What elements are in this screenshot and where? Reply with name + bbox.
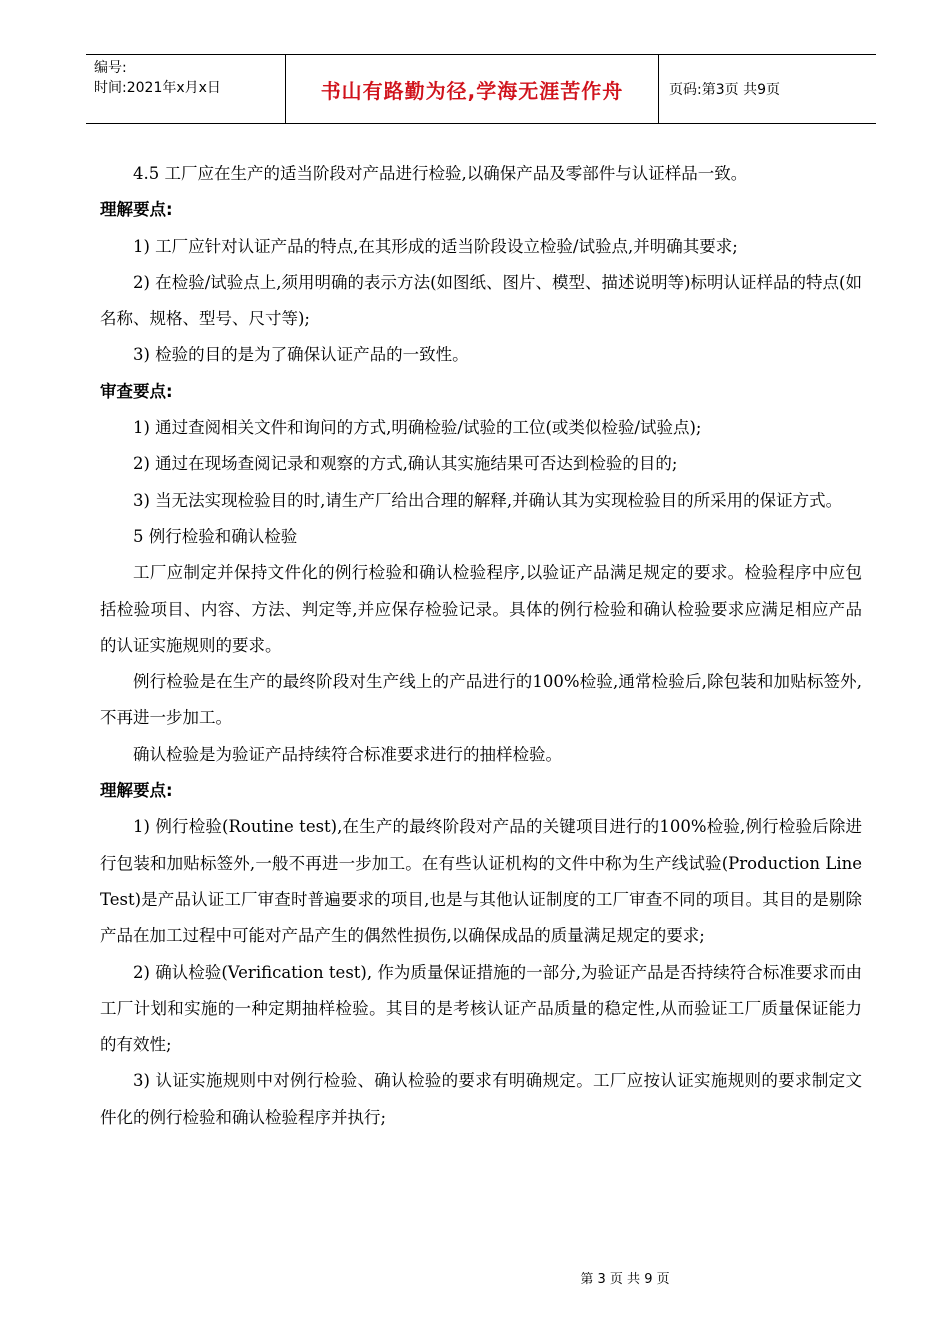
document-number-label: 编号: bbox=[94, 60, 127, 76]
paragraph: 3) 检验的目的是为了确保认证产品的一致性。 bbox=[133, 345, 469, 365]
paragraph: 3) 认证实施规则中对例行检验、确认检验的要求有明确规定。工厂应按认证实施规则的要求制定文件化的例行检验和确认检验程序并执行; bbox=[100, 1071, 862, 1127]
document-time-label: 时间:2021年x月x日 bbox=[94, 80, 221, 96]
header-page-info: 页码:第3页 共9页 bbox=[669, 82, 780, 98]
paragraph: 工厂应制定并保持文件化的例行检验和确认检验程序,以验证产品满足规定的要求。检验程序中应包括检验项目、内容、方法、判定等,并应保存检验记录。具体的例行检验和确认检验要求应满足相应产品的认证实施规则的要求。 bbox=[100, 563, 862, 655]
paragraph: 1) 例行检验(Routine test),在生产的最终阶段对产品的关键项目进行的100%检验,例行检验后除进行包装和加贴标签外,一般不再进一步加工。在有些认证机构的文件中称为生产线试验(Production Line Test)是产品认证工厂审查时普遍要求的项目,也是与其他认证制度的工厂审查不同的项目。其目的是剔除产品在加工过程中可能对产品产生的偶然性损伤,以确保成品的质量满足规定的要求; bbox=[100, 817, 862, 946]
section-heading: 理解要点: bbox=[100, 781, 173, 801]
header-motto: 书山有路勤为径,学海无涯苦作舟 bbox=[286, 55, 659, 123]
page-footer: 第 3 页 共 9 页 bbox=[580, 1272, 670, 1287]
paragraph: 1) 通过查阅相关文件和询问的方式,明确检验/试验的工位(或类似检验/试验点); bbox=[133, 418, 702, 438]
paragraph: 确认检验是为验证产品持续符合标准要求进行的抽样检验。 bbox=[133, 744, 562, 764]
page-header bbox=[86, 54, 876, 124]
paragraph: 1) 工厂应针对认证产品的特点,在其形成的适当阶段设立检验/试验点,并明确其要求; bbox=[133, 236, 738, 256]
paragraph: 4.5 工厂应在生产的适当阶段对产品进行检验,以确保产品及零部件与认证样品一致。 bbox=[133, 164, 748, 183]
document-body bbox=[100, 156, 862, 1136]
paragraph: 5 例行检验和确认检验 bbox=[133, 526, 298, 546]
paragraph: 2) 在检验/试验点上,须用明确的表示方法(如图纸、图片、模型、描述说明等)标明认证样品的特点(如名称、规格、型号、尺寸等); bbox=[100, 272, 862, 329]
paragraph: 2) 确认检验(Verification test), 作为质量保证措施的一部分,为验证产品是否持续符合标准要求而由工厂计划和实施的一种定期抽样检验。其目的是考核认证产品质量的稳定性,从而验证工厂质量保证能力的有效性; bbox=[100, 962, 862, 1055]
section-heading: 理解要点: bbox=[100, 200, 173, 220]
section-heading: 审查要点: bbox=[100, 381, 173, 401]
paragraph: 例行检验是在生产的最终阶段对生产线上的产品进行的100%检验,通常检验后,除包装和加贴标签外,不再进一步加工。 bbox=[100, 672, 862, 728]
header-meta bbox=[86, 55, 286, 123]
paragraph: 2) 通过在现场查阅记录和观察的方式,确认其实施结果可否达到检验的目的; bbox=[133, 454, 678, 474]
paragraph: 3) 当无法实现检验目的时,请生产厂给出合理的解释,并确认其为实现检验目的所采用的保证方式。 bbox=[133, 490, 843, 510]
